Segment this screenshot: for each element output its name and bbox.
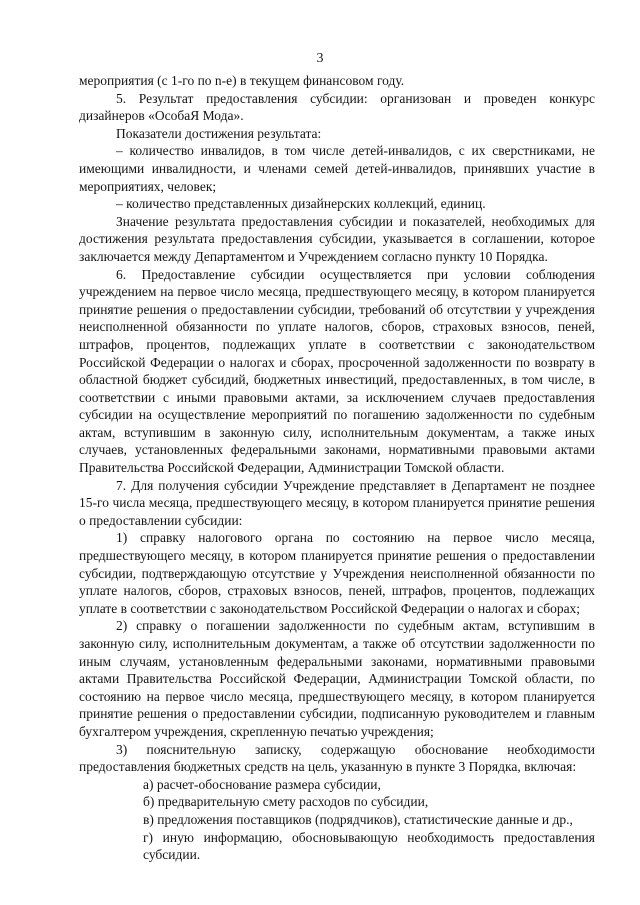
list-item: 1) справку налогового органа по состоянию на первое число месяца, предшествующего месяцу, в котором планируется принятие решения о предоставлении субсидии, подтверждающую отсутствие у Учреждения неисполненной обязанности по уплате налогов, сборов, страховых взносов, пеней, штрафов, процентов, подлежащих уплате в соответствии с законодательством Российской Федерации о налогах и сборах; bbox=[79, 530, 595, 616]
list-item: – количество инвалидов, в том числе детей-инвалидов, с их сверстниками, не имеющими инвалидности, и членами семей детей-инвалидов, принявших участие в мероприятиях, человек; bbox=[79, 143, 595, 194]
paragraph: Показатели достижения результата: bbox=[116, 125, 322, 141]
sub-list-item: в) предложения поставщиков (подрядчиков), статистические данные и др., bbox=[143, 811, 573, 827]
sub-list-item: б) предварительную смету расходов по субсидии, bbox=[143, 794, 429, 810]
sub-list-item: а) расчет-обоснование размера субсидии, bbox=[143, 776, 381, 792]
sub-list-item: г) иную информацию, обосновывающую необходимость предоставления субсидии. bbox=[143, 829, 595, 863]
page-number: 3 bbox=[316, 51, 324, 66]
paragraph: мероприятия (с 1-го по n-е) в текущем финансовом году. bbox=[79, 73, 405, 88]
paragraph: 7. Для получения субсидии Учреждение представляет в Департамент не позднее 15-го числа месяца, предшествующего месяцу, в котором планируется принятие решения о предоставлении субсидии: bbox=[79, 477, 595, 528]
list-item: – количество представленных дизайнерских коллекций, единиц. bbox=[116, 196, 486, 212]
list-item: 3) пояснительную записку, содержащую обоснование необходимости предоставления бюджетных средств на цель, указанную в пункте 3 Порядка, включая: bbox=[79, 741, 595, 775]
paragraph: 6. Предоставление субсидии осуществляется при условии соблюдения учреждением на первое число месяца, предшествующего месяцу, в котором планируется принятие решения о предоставлении субсидии, требований об отсутствии у учреждения неисполненной обязанности по уплате налогов, сборов, страховых взносов, пеней, штрафов, процентов, подлежащих уплате в соответствии с законодательством Российской Федерации о налогах и сборах, просроченной задолженности по возврату в областной бюджет субсидий, бюджетных инвестиций, предоставленных, в том числе, в соответствии с иными правовыми актами, за исключением случаев предоставления субсидии на осуществление мероприятий по погашению задолженности по судебным актам, вступившим в законную силу, исполнительным документам, а также иных случаев, установленных федеральными законами, нормативными правовыми актами Правительства Российской Федерации, Администрации Томской области. bbox=[79, 266, 595, 476]
document-body bbox=[79, 72, 595, 864]
paragraph: 5. Результат предоставления субсидии: организован и проведен конкурс дизайнеров «ОсобаЯ Мода». bbox=[79, 90, 595, 124]
list-item: 2) справку о погашении задолженности по судебным актам, вступившим в законную силу, исполнительным документам, а также об отсутствии задолженности по иным случаям, установленным федеральными законами, нормативными правовыми актами Правительства Российской Федерации, Администрации Томской области, по состоянию на первое число месяца, предшествующего месяцу, в котором планируется принятие решения о предоставлении субсидии, подписанную руководителем и главным бухгалтером учреждения, скрепленную печатью учреждения; bbox=[79, 618, 595, 739]
paragraph: Значение результата предоставления субсидии и показателей, необходимых для достижения результата предоставления субсидии, указывается в соглашении, которое заключается между Департаментом и Учреждением согласно пункту 10 Порядка. bbox=[79, 213, 595, 264]
